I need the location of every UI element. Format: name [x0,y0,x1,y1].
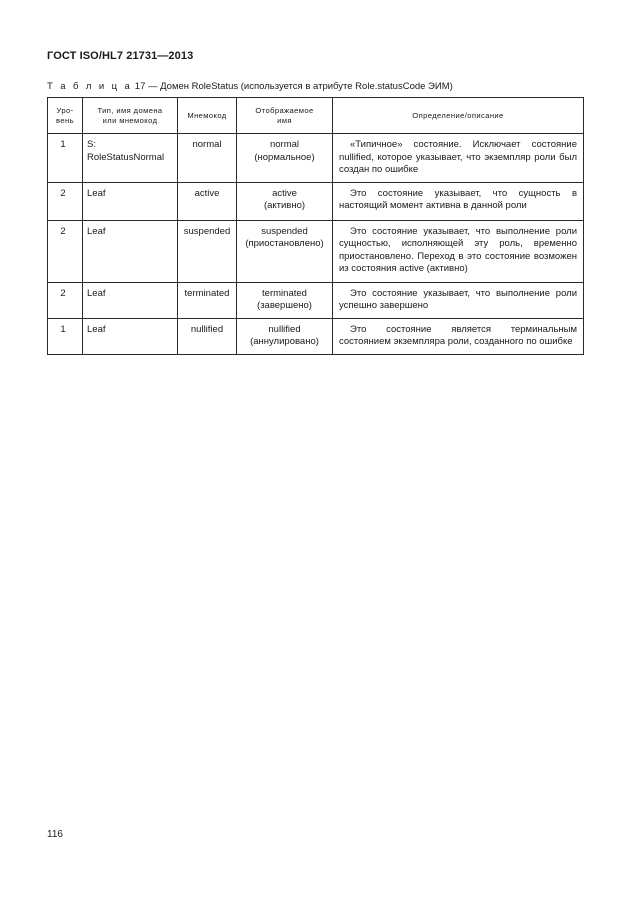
cell-type: S: RoleStatusNormal [83,134,178,183]
cell-level: 1 [48,134,83,183]
table-caption-label: Т а б л и ц а [47,81,133,92]
cell-mnemonic: active [178,182,237,220]
cell-type: Leaf [83,182,178,220]
cell-mnemonic: normal [178,134,237,183]
cell-definition [333,220,584,282]
cell-display-name: terminated (завершено) [237,282,333,318]
cell-mnemonic: nullified [178,318,237,354]
cell-type: Leaf [83,318,178,354]
document-code: ГОСТ ISO/HL7 21731—2013 [47,50,194,62]
header-level: Уро- вень [48,98,83,134]
cell-definition [333,134,584,183]
page-number: 116 [47,829,63,840]
cell-type: Leaf [83,282,178,318]
header-mnemonic: Мнемокод [178,98,237,134]
cell-mnemonic: terminated [178,282,237,318]
table-row [48,220,584,282]
definition-text: «Типичное» состояние. Исключает состояние nullified, которое указывает, что экземпляр роли был создан по ошибке [339,139,577,175]
header-type: Тип, имя домена или мнемокод [83,98,178,134]
cell-definition [333,282,584,318]
table-caption [47,81,453,92]
table-header-row [48,98,584,134]
cell-level: 2 [48,182,83,220]
definition-text: Это состояние является терминальным состоянием экземпляра роли, созданного по ошибке [339,323,577,347]
table-row [48,318,584,354]
cell-level: 2 [48,282,83,318]
cell-display-name: normal (нормальное) [237,134,333,183]
table-row [48,134,584,183]
cell-display-name: suspended (приостановлено) [237,220,333,282]
cell-level: 1 [48,318,83,354]
cell-mnemonic: suspended [178,220,237,282]
cell-display-name: nullified (аннулировано) [237,318,333,354]
cell-level: 2 [48,220,83,282]
definition-text: Это состояние указывает, что выполнение роли сущностью, исполняющей эту роль, временно приостановлено. Переход в это состояние возможен из состояния active (активно) [339,225,577,274]
table-row [48,182,584,220]
table-row [48,282,584,318]
table-caption-text: 17 — Домен RoleStatus (используется в атрибуте Role.statusCode ЭИМ) [134,81,453,92]
role-status-table [47,97,584,355]
cell-definition [333,318,584,354]
definition-text: Это состояние указывает, что сущность в настоящий момент активна в данной роли [339,187,577,211]
definition-text: Это состояние указывает, что выполнение роли успешно завершено [339,287,577,311]
header-definition: Определение/описание [333,98,584,134]
cell-definition [333,182,584,220]
cell-type: Leaf [83,220,178,282]
cell-display-name: active (активно) [237,182,333,220]
header-display-name: Отображаемое имя [237,98,333,134]
